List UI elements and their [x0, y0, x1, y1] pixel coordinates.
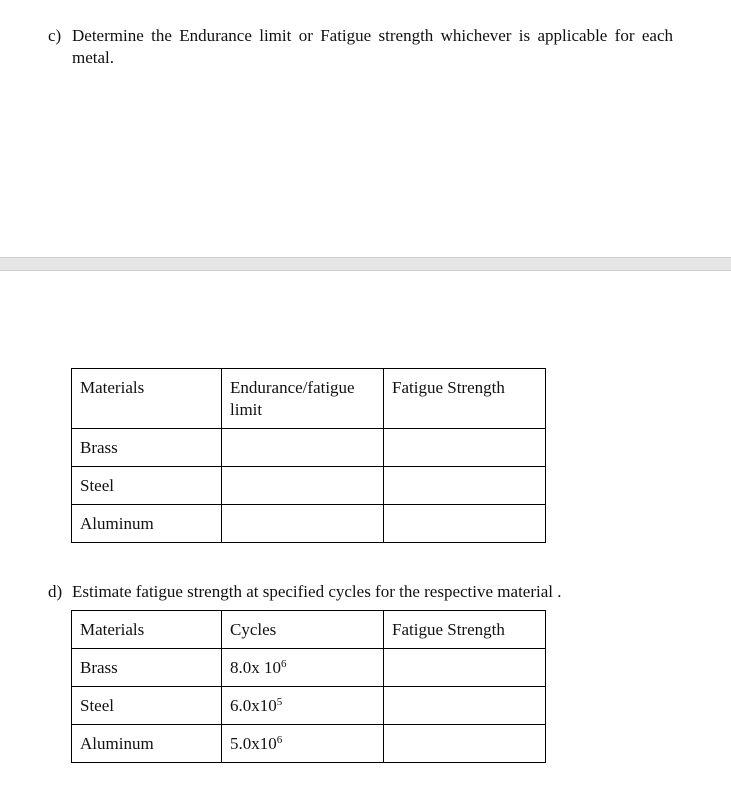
header-endurance-limit: Endurance/fatigue limit [222, 369, 384, 429]
cycles-cell [222, 725, 384, 763]
endurance-table [71, 368, 546, 543]
endurance-cell[interactable] [222, 467, 384, 505]
cycles-base: 5.0x10 [230, 734, 277, 753]
cycles-cell [222, 649, 384, 687]
question-d [48, 581, 688, 603]
table-row [72, 467, 546, 505]
cycles-exponent: 5 [276, 696, 283, 708]
fatigue-cell[interactable] [384, 687, 546, 725]
endurance-cell[interactable] [222, 429, 384, 467]
material-cell: Brass [72, 429, 222, 467]
header-materials: Materials [72, 369, 222, 429]
table-row [72, 687, 546, 725]
header-fatigue-strength: Fatigue Strength [384, 611, 546, 649]
material-cell: Steel [72, 687, 222, 725]
table-header-row [72, 369, 546, 429]
material-cell: Aluminum [72, 725, 222, 763]
cycles-exponent: 6 [281, 658, 287, 670]
table-row [72, 429, 546, 467]
header-materials: Materials [72, 611, 222, 649]
header-cycles: Cycles [222, 611, 384, 649]
cycles-cell [222, 687, 384, 725]
cycles-base: 6.0x10 [230, 696, 277, 715]
cycles-exponent: 6 [276, 734, 283, 746]
fatigue-cell[interactable] [384, 505, 546, 543]
material-cell: Steel [72, 467, 222, 505]
fatigue-cell[interactable] [384, 649, 546, 687]
material-cell: Brass [72, 649, 222, 687]
header-fatigue-strength: Fatigue Strength [384, 369, 546, 429]
question-c-marker: c) [48, 26, 62, 45]
table-row [72, 649, 546, 687]
cycles-table [71, 610, 546, 763]
question-c [48, 25, 673, 69]
material-cell: Aluminum [72, 505, 222, 543]
question-d-marker: d) [48, 582, 63, 601]
table-row [72, 505, 546, 543]
cycles-base: 8.0x 10 [230, 658, 281, 677]
endurance-cell[interactable] [222, 505, 384, 543]
page-separator [0, 257, 731, 271]
question-d-text: Estimate fatigue strength at specified cycles for the respective material . [72, 582, 562, 601]
fatigue-cell[interactable] [384, 467, 546, 505]
table-header-row [72, 611, 546, 649]
table-row [72, 725, 546, 763]
question-c-text: Determine the Endurance limit or Fatigue strength whichever is applicable for each metal. [72, 26, 673, 67]
fatigue-cell[interactable] [384, 429, 546, 467]
fatigue-cell[interactable] [384, 725, 546, 763]
